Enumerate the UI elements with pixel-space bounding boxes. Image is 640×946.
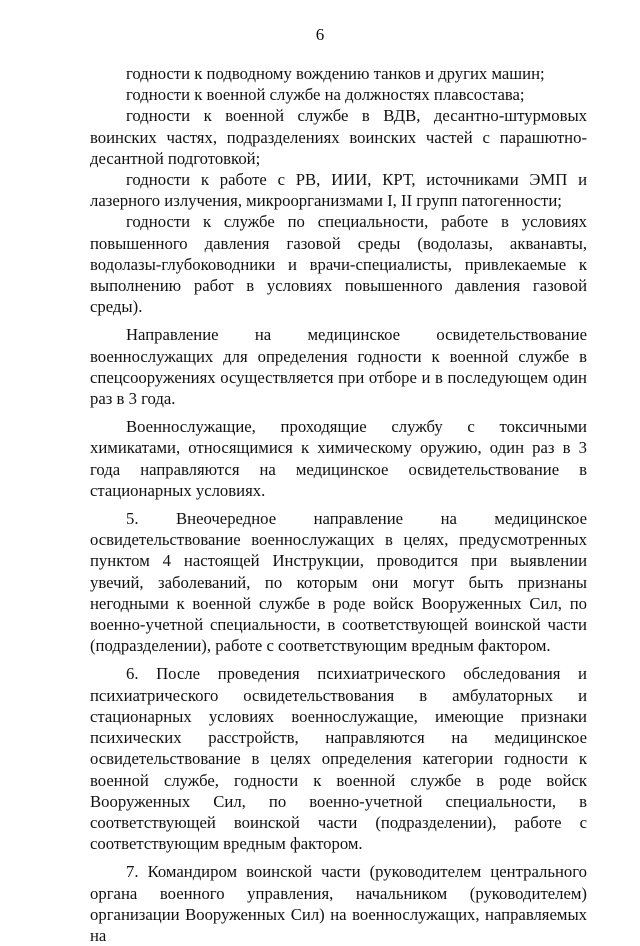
- paragraph-special-facilities: Направление на медицинское освидетельствование военнослужащих для определения годности к военной службе в спецсооружениях осуществляется при отборе и в последующем один раз в 3 года.: [90, 325, 587, 409]
- document-body: [90, 63, 587, 946]
- paragraph-item-7: 7. Командиром воинской части (руководителем центрального органа военного управления, начальником (руководителем) организации Вооруженных Сил) на военнослужащих, направляемых на: [90, 862, 587, 945]
- paragraph-tank-fitness: годности к подводному вождению танков и других машин;: [126, 64, 545, 83]
- paragraph-crew-fitness: годности к военной службе на должностях плавсостава;: [126, 85, 525, 105]
- paragraph-diving-fitness: годности к службе по специальности, работе в условиях повышенного давления газовой среды (водолазы, акванавты, водолазы-глубоководники и врачи-специалисты, привлекаемые к выполнению работ в условиях повышенного давления газовой среды).: [90, 212, 587, 317]
- paragraph-toxic-chemicals: Военнослужащие, проходящие службу с токсичными химикатами, относящимися к химическому оружию, один раз в 3 года направляются на медицинское освидетельствование в стационарных условиях.: [90, 417, 587, 500]
- paragraph-airborne-fitness: годности к военной службе в ВДВ, десантно-штурмовых воинских частях, подразделениях воинских частей с парашютно-десантной подготовкой;: [90, 106, 587, 168]
- page-number: 6: [315, 25, 325, 44]
- paragraph-radiation-fitness: годности к работе с РВ, ИИИ, КРТ, источниками ЭМП и лазерного излучения, микроорганизмами I, II групп патогенности;: [90, 170, 587, 211]
- paragraph-item-5: 5. Внеочередное направление на медицинское освидетельствование военнослужащих в целях, предусмотренных пунктом 4 настоящей Инструкции, проводится при выявлении увечий, заболеваний, по которым они могут быть признаны негодными к военной службе в роде войск Вооруженных Сил, по военно-учетной специальности, в соответствующей воинской части (подразделении), работе с соответствующим вредным фактором.: [90, 509, 587, 656]
- paragraph-item-6: 6. После проведения психиатрического обследования и психиатрического освидетельствования в амбулаторных и стационарных условиях военнослужащие, имеющие признаки психических расстройств, направляются на медицинское освидетельствование в целях определения категории годности к военной службе, годности к военной службе в роде войск Вооруженных Сил, по военно-учетной специальности, в соответствующей воинской части (подразделении), работе с соответствующим вредным фактором.: [90, 664, 587, 854]
